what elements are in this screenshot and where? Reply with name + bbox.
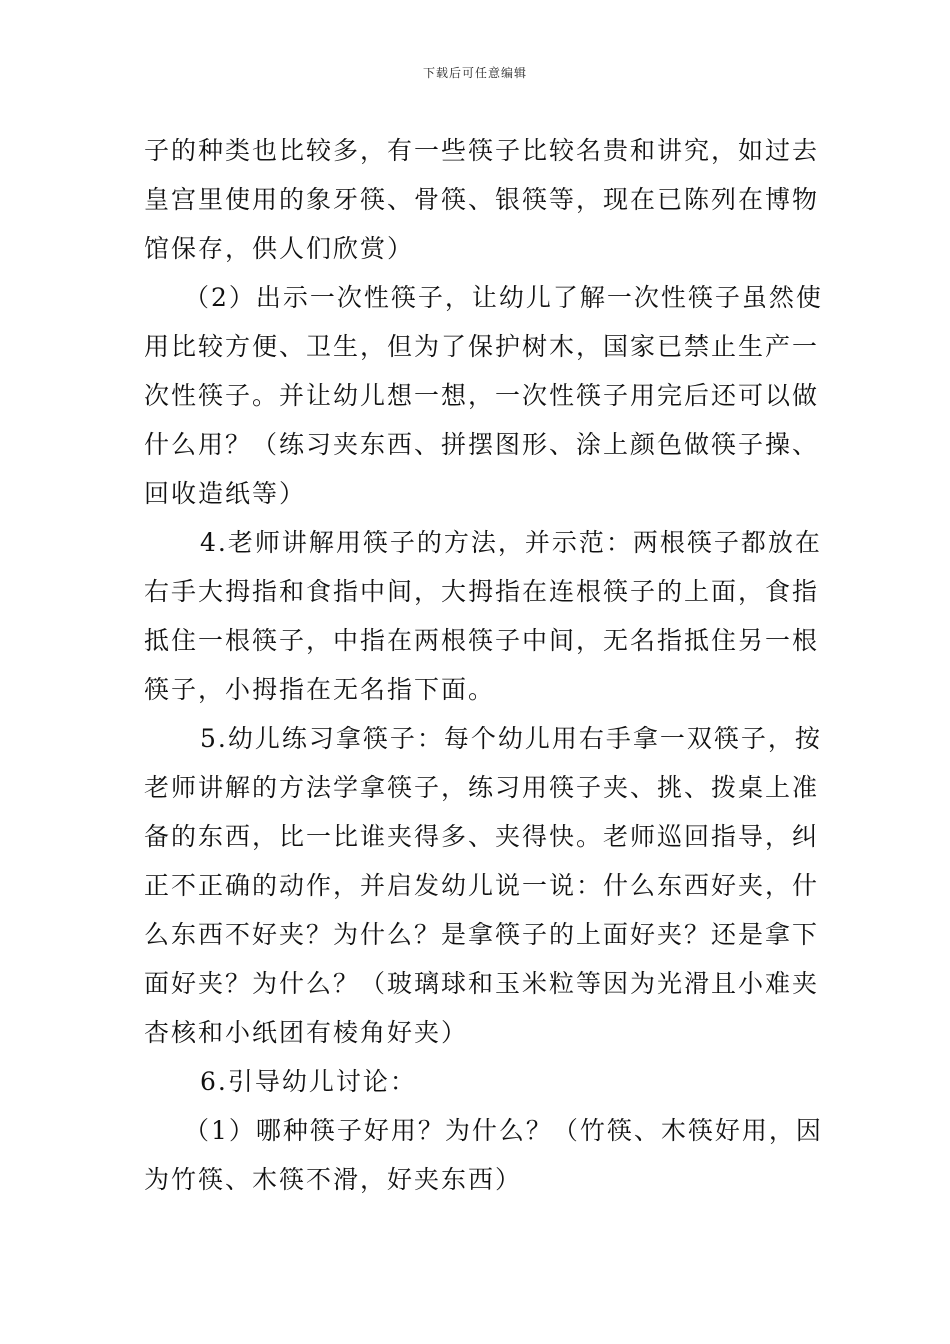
text-line: 老师讲解的方法学拿筷子，练习用筷子夹、挑、拨桌上准 [144,773,820,802]
text-line: 么东西不好夹？为什么？是拿筷子的上面好夹？还是拿下 [144,920,820,949]
paragraph-start-line: 4.老师讲解用筷子的方法，并示范：两根筷子都放在 [200,528,822,557]
text-line: 杏核和小纸团有棱角好夹） [144,1018,469,1047]
text-line: 面好夹？为什么？（玻璃球和玉米粒等因为光滑且小难夹 [144,969,820,998]
text-line: 正不正确的动作，并启发幼儿说一说：什么东西好夹，什 [144,871,820,900]
paragraph-start-line: 5.幼儿练习拿筷子：每个幼儿用右手拿一双筷子，按 [200,724,822,753]
text-line: 什么用？（练习夹东西、拼摆图形、涂上颜色做筷子操、 [144,430,820,459]
text-line: 回收造纸等） [144,479,307,508]
text-line: 抵住一根筷子，中指在两根筷子中间，无名指抵住另一根 [144,626,820,655]
text-line: 皇宫里使用的象牙筷、骨筷、银筷等，现在已陈列在博物 [144,185,820,214]
text-line: 馆保存，供人们欣赏） [144,234,415,263]
paragraph-start-line: （2）出示一次性筷子，让幼儿了解一次性筷子虽然使 [184,283,823,312]
text-line: 备的东西，比一比谁夹得多、夹得快。老师巡回指导，纠 [144,822,820,851]
document-body [144,126,823,1204]
text-line: 子的种类也比较多，有一些筷子比较名贵和讲究，如过去 [144,136,820,165]
text-line: 次性筷子。并让幼儿想一想，一次性筷子用完后还可以做 [144,381,820,410]
page-header: 下载后可任意编辑 [422,66,527,80]
text-line: 用比较方便、卫生，但为了保护树木，国家已禁止生产一 [144,332,820,361]
text-line: 为竹筷、木筷不滑，好夹东西） [144,1165,523,1194]
paragraph-start-line: （1）哪种筷子好用？为什么？（竹筷、木筷好用，因 [184,1116,823,1145]
text-line: 筷子，小拇指在无名指下面。 [144,675,496,704]
text-line: 右手大拇指和食指中间，大拇指在连根筷子的上面，食指 [144,577,820,606]
paragraph-start-line: 6.引导幼儿讨论： [200,1067,417,1096]
